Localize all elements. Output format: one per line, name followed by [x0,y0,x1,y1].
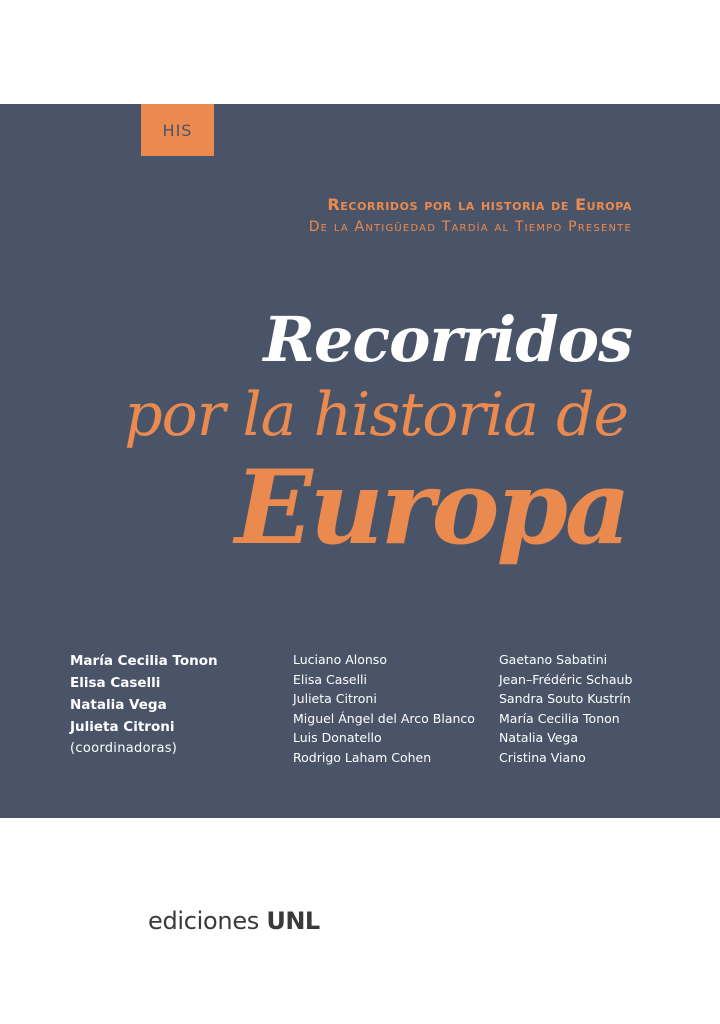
author-name: Natalia Vega [499,730,579,746]
publisher-brand: UNL [266,907,320,935]
author-name: Luis Donatello [293,730,382,746]
editor-name: Elisa Caselli [70,675,161,691]
publisher-prefix: ediciones [148,907,267,935]
author-name: María Cecilia Tonon [499,710,620,726]
author-name: Miguel Ángel del Arco Blanco [293,710,475,726]
author-name: Elisa Caselli [293,671,367,687]
editors-block [70,650,218,760]
editor-name: Natalia Vega [70,697,167,713]
book-title-line-1: Recorridos [263,303,632,376]
author-name: Cristina Viano [499,749,586,765]
book-title-line-3: Europa [234,448,628,568]
series-subtitle: De la Antigüedad Tardía al Tiempo Presente [308,219,632,235]
series-tag: HIS [141,104,214,156]
author-name: Sandra Souto Kustrín [499,691,631,707]
series-title: Recorridos por la historia de Europa [327,195,632,214]
author-name: Rodrigo Laham Cohen [293,749,432,765]
book-title-line-2: por la historia de [124,380,628,450]
editor-name: Julieta Citroni [70,719,175,735]
authors-column-2 [499,650,632,768]
author-name: Julieta Citroni [293,691,377,707]
author-name: Gaetano Sabatini [499,652,608,667]
editors-role: (coordinadoras) [70,741,178,756]
author-name: Luciano Alonso [293,652,387,667]
authors-column-1 [293,650,475,768]
author-name: Jean–Frédéric Schaub [499,671,633,687]
editor-name: María Cecilia Tonon [70,653,218,669]
publisher-logo [148,907,320,935]
